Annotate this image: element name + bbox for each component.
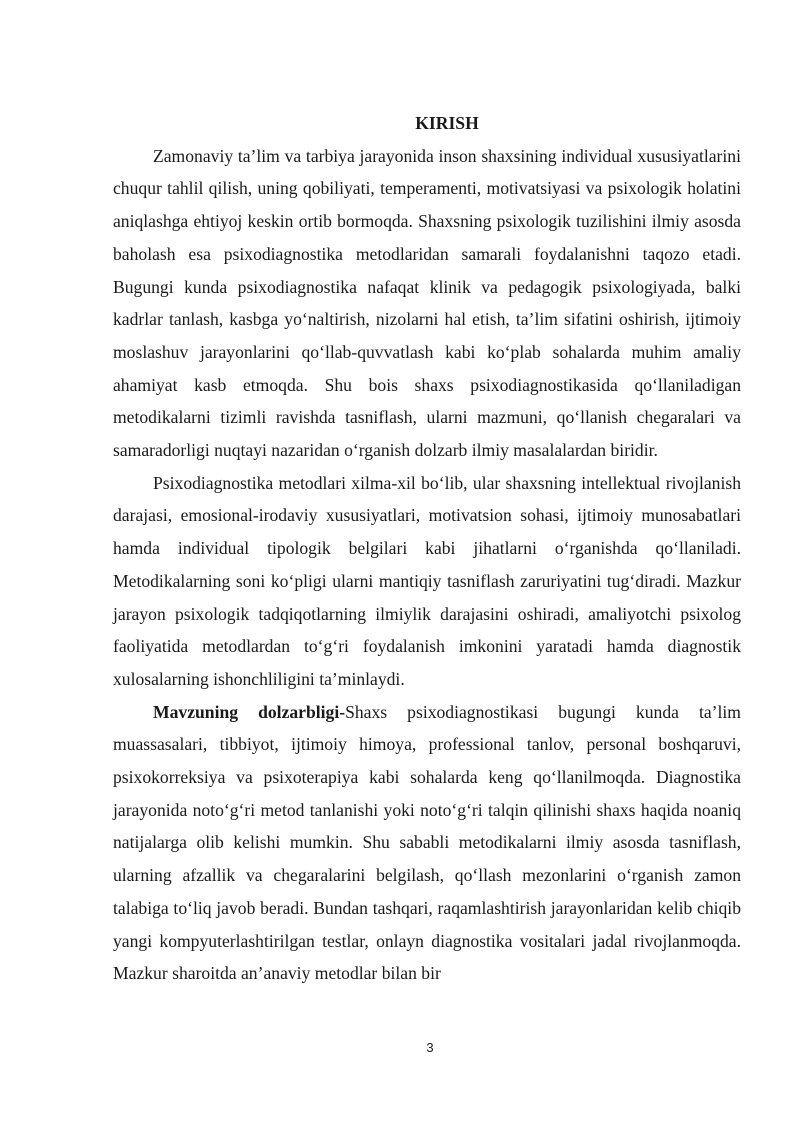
paragraph-relevance xyxy=(113,696,741,990)
paragraph-methods xyxy=(113,467,741,696)
paragraph-intro xyxy=(113,140,741,467)
paragraph-text: Shaxs psixodiagnostikasi bugungi kunda ta’lim muassasalari, tibbiyot, ijtimoiy himoya, professional tanlov, personal boshqaruvi, psixokorreksiya va psixoterapiya kabi sohalarda keng qo‘llanilmoqda. Diagnostika jarayonida noto‘g‘ri metod tanlanishi yoki noto‘g‘ri talqin qilinishi shaxs haqida noaniq natijalarga olib kelishi mumkin. Shu sababli metodikalarni ilmiy asosda tasniflash, ularning afzallik va chegaralarini belgilash, qo‘llash mezonlarini o‘rganish zamon talabiga to‘liq javob beradi. Bundan tashqari, raqamlashtirish jarayonlaridan kelib chiqib yangi kompyuterlashtirilgan testlar, onlayn diagnostika vositalari jadal rivojlanmoqda. Mazkur sharoitda an’anaviy metodlar bilan bir xyxy=(113,701,741,984)
page-number: 3 xyxy=(426,1040,434,1055)
page-content xyxy=(113,107,741,990)
paragraph-text: Psixodiagnostika metodlari xilma-xil bo‘lib, ular shaxsning intellektual rivojlanish darajasi, emosional-irodaviy xususiyatlari, motivatsion sohasi, ijtimoiy munosabatlari hamda individual tipologik belgilari kabi jihatlarni o‘rganishda qo‘llaniladi. Metodikalarning soni ko‘pligi ularni mantiqiy tasniflash zaruriyatini tug‘diradi. Mazkur jarayon psixologik tadqiqotlarning ilmiylik darajasini oshiradi, amaliyotchi psixolog faoliyatida metodlardan to‘g‘ri foydalanish imkonini yaratadi hamda diagnostik xulosalarning ishonchliligini ta’minlaydi. xyxy=(113,472,741,689)
paragraph-text: Zamonaviy ta’lim va tarbiya jarayonida inson shaxsining individual xususiyatlarini chuqur tahlil qilish, uning qobiliyati, temperamenti, motivatsiyasi va psixologik holatini aniqlashga ehtiyoj keskin ortib bormoqda. Shaxsning psixologik tuzilishini ilmiy asosda baholash esa psixodiagnostika metodlaridan samarali foydalanishni taqozo etadi. Bugungi kunda psixodiagnostika nafaqat klinik va pedagogik psixologiyada, balki kadrlar tanlash, kasbga yo‘naltirish, nizolarni hal etish, ta’lim sifatini oshirish, ijtimoiy moslashuv jarayonlarini qo‘llab-quvvatlash kabi ko‘plab sohalarda muhim amaliy ahamiyat kasb etmoqda. Shu bois shaxs psixodiagnostikasida qo‘llaniladigan metodikalarni tizimli ravishda tasniflash, ularni mazmuni, qo‘llanish chegaralari va samaradorligi nuqtayi nazaridan o‘rganish dolzarb ilmiy masalalardan biridir. xyxy=(113,145,741,461)
paragraph-lead: Mavzuning dolzarbligi- xyxy=(153,701,346,722)
section-title: KIRISH xyxy=(415,113,479,133)
